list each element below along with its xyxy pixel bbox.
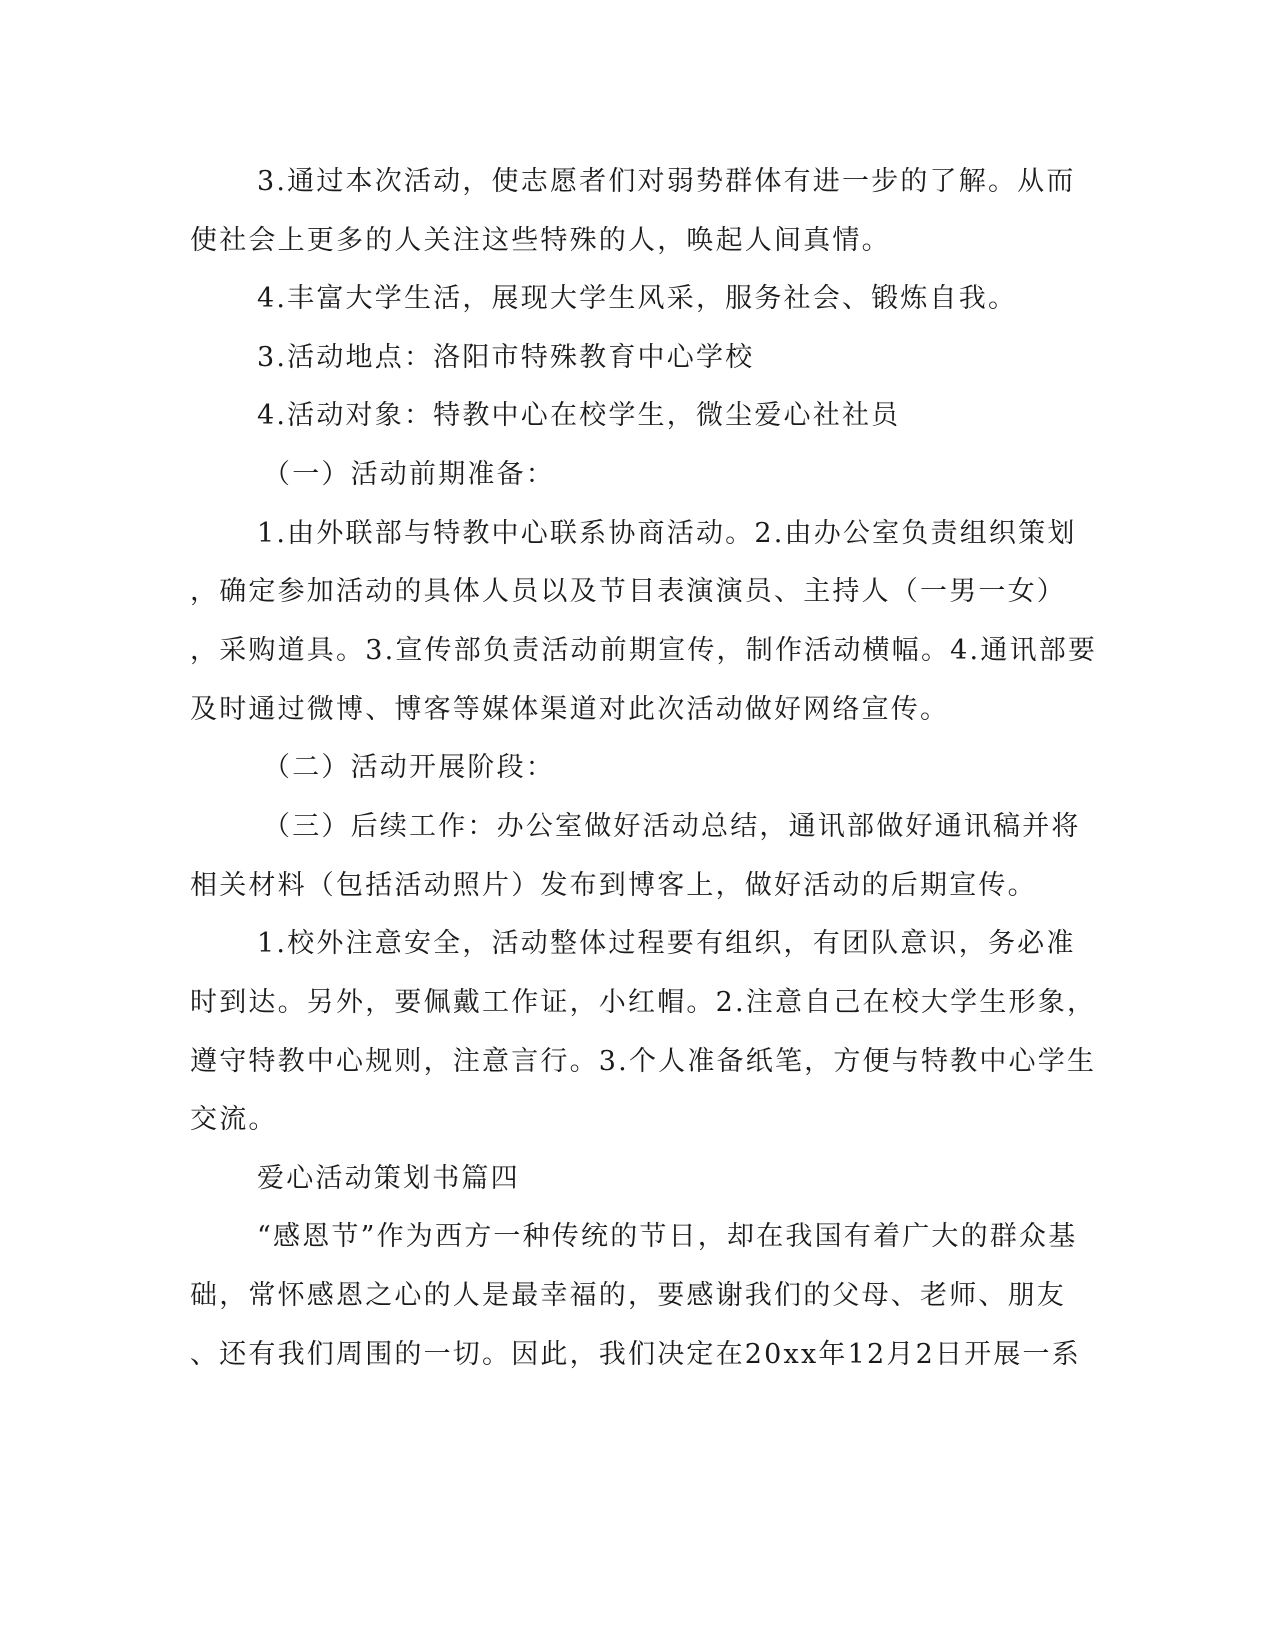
text-line: 4.活动对象：特教中心在校学生，微尘爱心社社员 — [257, 400, 901, 431]
section-heading: （二）活动开展阶段： — [263, 752, 555, 783]
section-title: 爱心活动策划书篇四 — [257, 1163, 520, 1194]
text-line: 础，常怀感恩之心的人是最幸福的，要感谢我们的父母、老师、朋友 — [190, 1280, 1066, 1311]
text-line: 交流。 — [190, 1104, 278, 1135]
section-heading: （一）活动前期准备： — [263, 459, 555, 490]
text-line: “感恩节”作为西方一种传统的节日，却在我国有着广大的群众基 — [257, 1221, 1078, 1252]
text-line: 1.由外联部与特教中心联系协商活动。2.由办公室负责组织策划 — [257, 518, 1077, 549]
text-line: ，确定参加活动的具体人员以及节目表演演员、主持人（一男一女） — [190, 576, 1066, 607]
text-line: 遵守特教中心规则，注意言行。3.个人准备纸笔，方便与特教中心学生 — [190, 1046, 1097, 1077]
text-line: （三）后续工作：办公室做好活动总结，通讯部做好通讯稿并将 — [263, 811, 1081, 842]
text-line: 4.丰富大学生活，展现大学生风采，服务社会、锻炼自我。 — [257, 283, 1018, 314]
text-line: 3.通过本次活动，使志愿者们对弱势群体有进一步的了解。从而 — [257, 166, 1076, 197]
text-line: 及时通过微博、博客等媒体渠道对此次活动做好网络宣传。 — [190, 694, 950, 725]
text-line: 相关材料（包括活动照片）发布到博客上，做好活动的后期宣传。 — [190, 870, 1037, 901]
text-line: ，采购道具。3.宣传部负责活动前期宣传，制作活动横幅。4.通讯部要 — [190, 635, 1098, 666]
text-line: 、还有我们周围的一切。因此，我们决定在20xx年12月2日开展一系 — [190, 1339, 1081, 1370]
text-line: 使社会上更多的人关注这些特殊的人，唤起人间真情。 — [190, 225, 891, 256]
text-line: 3.活动地点：洛阳市特殊教育中心学校 — [257, 342, 755, 373]
text-line: 1.校外注意安全，活动整体过程要有组织，有团队意识，务必准 — [257, 928, 1076, 959]
text-line: 时到达。另外，要佩戴工作证，小红帽。2.注意自己在校大学生形象， — [190, 987, 1097, 1018]
